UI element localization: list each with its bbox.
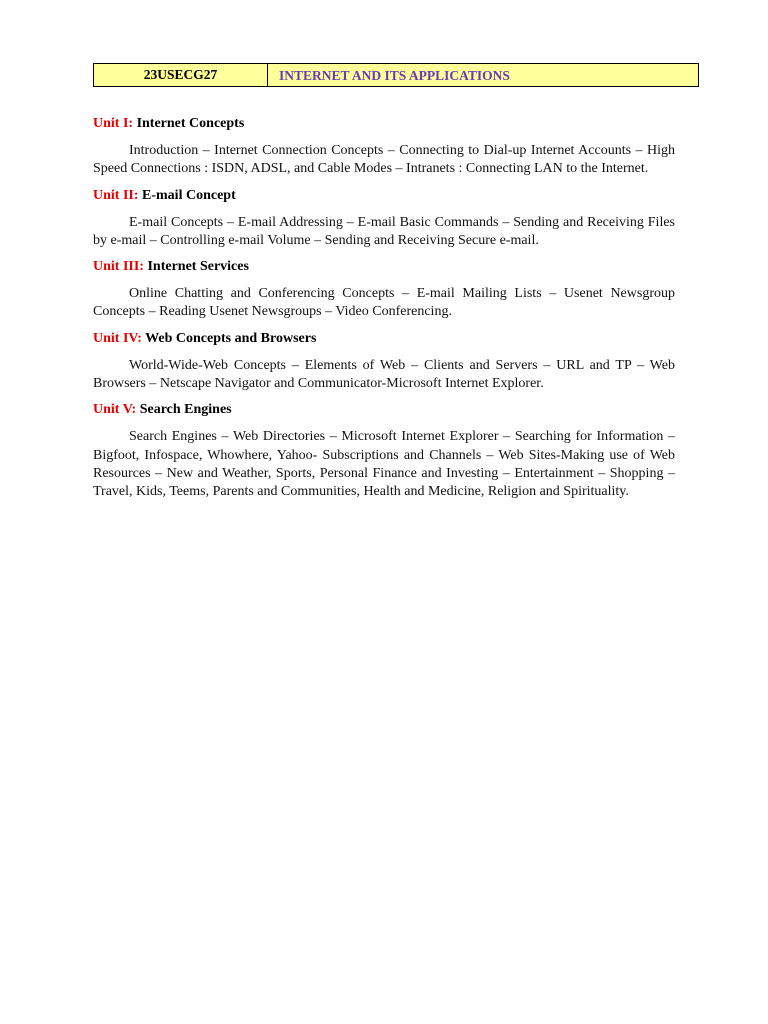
- unit-number: Unit V:: [93, 402, 137, 418]
- unit-heading: [93, 115, 675, 133]
- unit-1: [93, 115, 675, 179]
- unit-description: World-Wide-Web Concepts – Elements of Web – Clients and Servers – URL and TP – Web Browsers – Netscape Navigator and Communicator-Microsoft Internet Explorer.: [93, 357, 675, 392]
- unit-heading: [93, 330, 675, 348]
- unit-title: Internet Services: [147, 259, 249, 275]
- unit-3: [93, 258, 675, 322]
- unit-number: Unit III:: [93, 259, 144, 275]
- unit-title: Web Concepts and Browsers: [145, 330, 317, 346]
- unit-5: [93, 401, 675, 501]
- unit-number: Unit II:: [93, 187, 139, 203]
- unit-number: Unit IV:: [93, 330, 142, 346]
- unit-number: Unit I:: [93, 116, 134, 131]
- unit-title: E-mail Concept: [142, 187, 236, 203]
- unit-description: E-mail Concepts – E-mail Addressing – E-mail Basic Commands – Sending and Receiving Files by e-mail – Controlling e-mail Volume – Sending and Receiving Secure e-mail.: [93, 214, 675, 248]
- unit-title: Internet Concepts: [136, 116, 245, 131]
- course-title: INTERNET AND ITS APPLICATIONS: [279, 68, 510, 83]
- course-code: 23USECG27: [94, 64, 268, 86]
- unit-4: [93, 330, 675, 394]
- unit-description: Introduction – Internet Connection Concepts – Connecting to Dial-up Internet Accounts – High Speed Connections : ISDN, ADSL, and Cable Modes – Intranets : Connecting LAN to the Internet.: [93, 143, 675, 177]
- syllabus-page: [93, 63, 675, 510]
- unit-description: Online Chatting and Conferencing Concepts – E-mail Mailing Lists – Usenet Newsgroup Concepts – Reading Usenet Newsgroups – Video Conferencing.: [93, 286, 675, 320]
- unit-description: Search Engines – Web Directories – Microsoft Internet Explorer – Searching for Information – Bigfoot, Infospace, Whowhere, Yahoo- Subscriptions and Channels – Web Sites-Making use of Web Resources – New and Weather, Sports, Personal Finance and Investing – Entertainment – Shopping – Travel, Kids, Teems, Parents and Communities, Health and Medicine, Religion and Spirituality.: [93, 429, 675, 500]
- unit-heading: [93, 187, 675, 205]
- unit-heading: [93, 258, 675, 276]
- course-header-table: [93, 63, 699, 87]
- unit-heading: [93, 401, 675, 419]
- unit-2: [93, 187, 675, 251]
- unit-title: Search Engines: [139, 402, 232, 418]
